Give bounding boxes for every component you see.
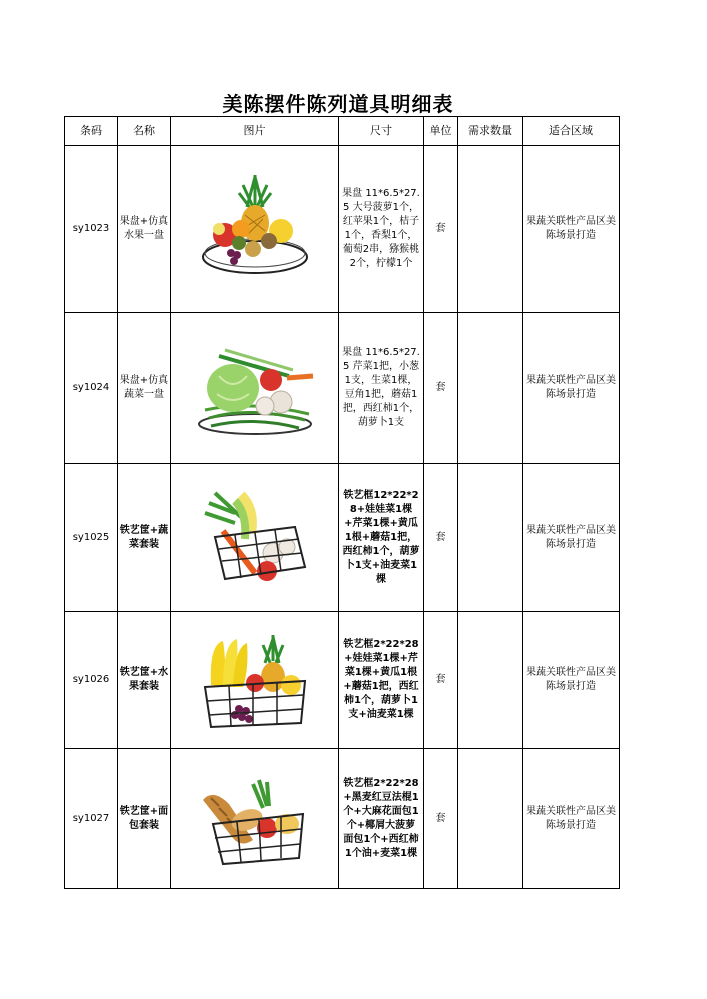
cell-name: 铁艺筐+水果套装 xyxy=(118,612,171,749)
cell-picture xyxy=(171,146,339,313)
header-name: 名称 xyxy=(118,117,171,146)
cell-qty[interactable] xyxy=(458,313,523,464)
cell-unit: 套 xyxy=(424,464,458,612)
cell-picture xyxy=(171,313,339,464)
cell-qty[interactable] xyxy=(458,464,523,612)
cell-code: sy1023 xyxy=(65,146,118,313)
table-row xyxy=(65,313,620,464)
vegetable-plate-icon xyxy=(189,336,321,440)
table-row xyxy=(65,612,620,749)
cell-qty[interactable] xyxy=(458,612,523,749)
header-unit: 单位 xyxy=(424,117,458,146)
page-title: 美陈摆件陈列道具明细表 xyxy=(222,92,454,116)
cell-picture xyxy=(171,464,339,612)
cell-area: 果蔬关联性产品区美陈场景打造 xyxy=(523,146,620,313)
bread-basket-icon xyxy=(193,764,317,874)
cell-area: 果蔬关联性产品区美陈场景打造 xyxy=(523,313,620,464)
fruit-basket-icon xyxy=(193,625,317,735)
header-code: 条码 xyxy=(65,117,118,146)
cell-area: 果蔬关联性产品区美陈场景打造 xyxy=(523,464,620,612)
table-header-row xyxy=(65,117,620,146)
cell-area: 果蔬关联性产品区美陈场景打造 xyxy=(523,749,620,889)
cell-name: 果盘+仿真蔬菜一盘 xyxy=(118,313,171,464)
cell-area: 果蔬关联性产品区美陈场景打造 xyxy=(523,612,620,749)
header-area: 适合区域 xyxy=(523,117,620,146)
header-size: 尺寸 xyxy=(339,117,424,146)
table-row xyxy=(65,146,620,313)
cell-code: sy1027 xyxy=(65,749,118,889)
fruit-plate-icon xyxy=(195,169,315,289)
cell-code: sy1026 xyxy=(65,612,118,749)
cell-picture xyxy=(171,749,339,889)
header-qty: 需求数量 xyxy=(458,117,523,146)
cell-size: 铁艺框2*22*28+娃娃菜1棵+芹菜1棵+黄瓜1根+蘑菇1把，西红柿1个，葫萝卜1支+油麦菜1棵 xyxy=(339,612,424,749)
cell-name: 铁艺筐+蔬菜套装 xyxy=(118,464,171,612)
cell-code: sy1025 xyxy=(65,464,118,612)
cell-unit: 套 xyxy=(424,313,458,464)
cell-code: sy1024 xyxy=(65,313,118,464)
cell-size: 铁艺框12*22*28+娃娃菜1棵+芹菜1棵+黄瓜1根+蘑菇1把，西红柿1个，葫萝卜1支+油麦菜1棵 xyxy=(339,464,424,612)
cell-name: 铁艺筐+面包套装 xyxy=(118,749,171,889)
cell-picture xyxy=(171,612,339,749)
cell-unit: 套 xyxy=(424,749,458,889)
cell-qty[interactable] xyxy=(458,749,523,889)
cell-size: 铁艺框2*22*28+黑麦红豆法棍1个+大麻花面包1个+椰屑大菠萝面包1个+西红柿1个油+麦菜1棵 xyxy=(339,749,424,889)
cell-size: 果盘 11*6.5*27.5 芹菜1把，小葱1支，生菜1棵，豆角1把，蘑菇1把，西红柿1个，葫萝卜1支 xyxy=(339,313,424,464)
cell-unit: 套 xyxy=(424,612,458,749)
cell-size: 果盘 11*6.5*27.5 大号菠萝1个，红苹果1个，桔子1个，香梨1个，葡萄2串，猕猴桃2个，柠檬1个 xyxy=(339,146,424,313)
header-picture: 图片 xyxy=(171,117,339,146)
cell-qty[interactable] xyxy=(458,146,523,313)
cell-name: 果盘+仿真水果一盘 xyxy=(118,146,171,313)
vegetable-basket-icon xyxy=(195,483,315,593)
cell-unit: 套 xyxy=(424,146,458,313)
table-row xyxy=(65,749,620,889)
table-row xyxy=(65,464,620,612)
props-table xyxy=(64,116,620,889)
